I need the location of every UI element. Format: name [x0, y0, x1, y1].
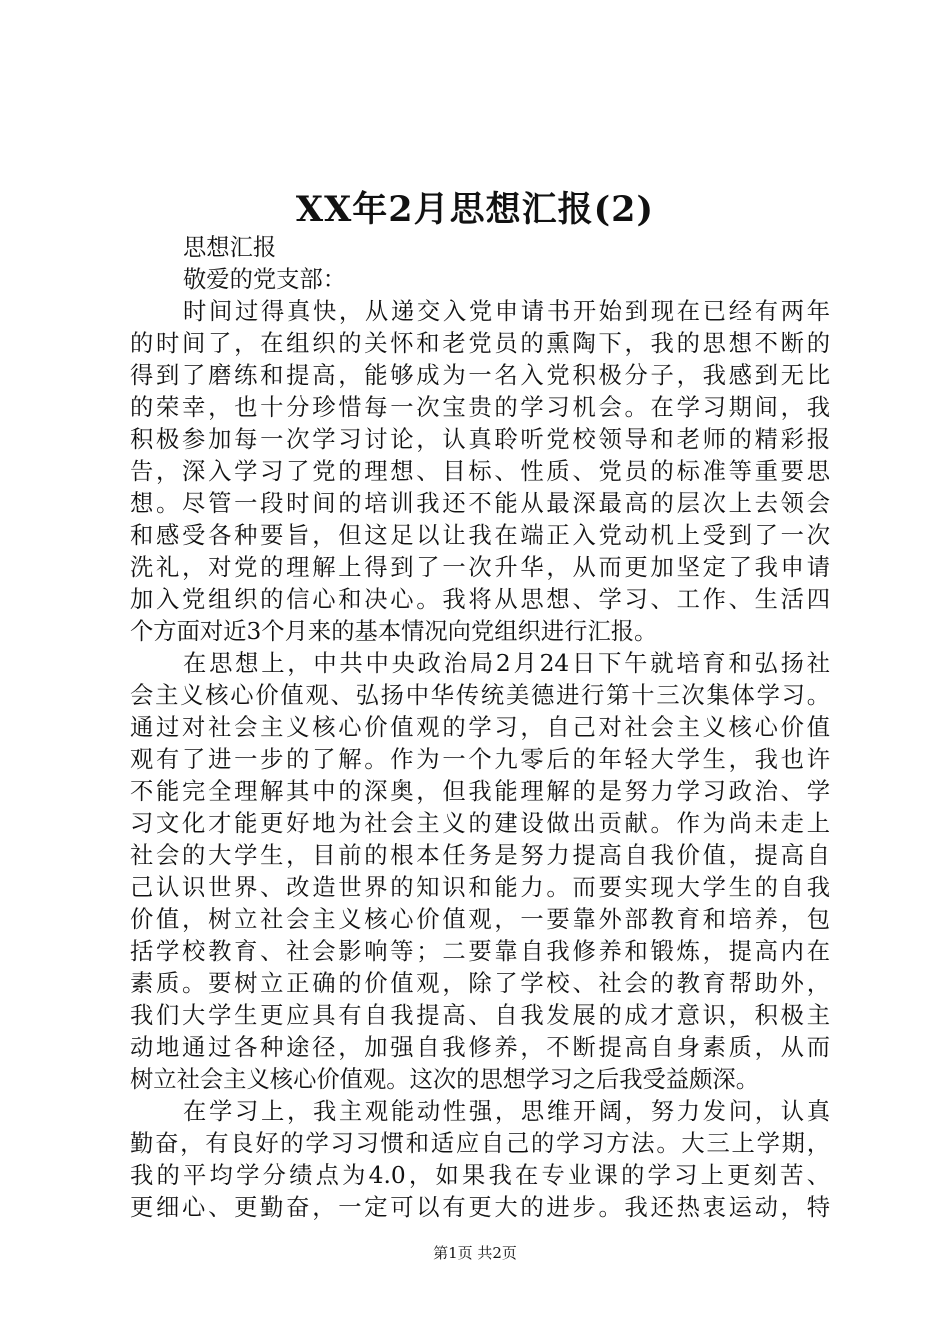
text-line: 积极参加每一次学习讨论，认真聆听党校领导和老师的精彩报	[130, 426, 830, 453]
text-line: 动地通过各种途径，加强自我修养，不断提高自身素质，从而	[130, 1034, 830, 1061]
document-body	[130, 232, 830, 1224]
text-line: 会主义核心价值观、弘扬中华传统美德进行第十三次集体学习。	[130, 682, 830, 709]
text-line: 通过对社会主义核心价值观的学习，自己对社会主义核心价值	[130, 714, 830, 741]
text-line: 括学校教育、社会影响等；二要靠自我修养和锻炼，提高内在	[130, 938, 830, 965]
text-line: 勤奋，有良好的学习习惯和适应自己的学习方法。大三上学期，	[130, 1130, 830, 1157]
page-footer: 第1页 共2页	[433, 1244, 517, 1262]
text-line: 告，深入学习了党的理想、目标、性质、党员的标准等重要思	[130, 458, 830, 485]
text-line: 我们大学生更应具有自我提高、自我发展的成才意识，积极主	[130, 1002, 830, 1029]
text-line: 不能完全理解其中的深奥，但我能理解的是努力学习政治、学	[130, 778, 830, 805]
text-line: 观有了进一步的了解。作为一个九零后的年轻大学生，我也许	[130, 746, 830, 773]
text-line: 己认识世界、改造世界的知识和能力。而要实现大学生的自我	[130, 874, 830, 901]
text-line: 习文化才能更好地为社会主义的建设做出贡献。作为尚未走上	[130, 810, 830, 837]
text-line: 的时间了，在组织的关怀和老党员的熏陶下，我的思想不断的	[130, 330, 830, 357]
document-title: XX年2月思想汇报(2)	[295, 189, 655, 230]
text-line: 洗礼，对党的理解上得到了一次升华，从而更加坚定了我申请	[130, 554, 830, 581]
text-line: 得到了磨练和提高，能够成为一名入党积极分子，我感到无比	[130, 362, 830, 389]
text-line: 敬爱的党支部：	[183, 266, 347, 293]
text-line: 在思想上，中共中央政治局2月24日下午就培育和弘扬社	[183, 650, 830, 677]
text-line: 树立社会主义核心价值观。这次的思想学习之后我受益颇深。	[130, 1066, 760, 1093]
text-line: 价值，树立社会主义核心价值观，一要靠外部教育和培养，包	[130, 906, 830, 933]
text-line: 的荣幸，也十分珍惜每一次宝贵的学习机会。在学习期间，我	[130, 394, 830, 421]
text-line: 和感受各种要旨，但这足以让我在端正入党动机上受到了一次	[130, 522, 830, 549]
text-line: 想。尽管一段时间的培训我还不能从最深最高的层次上去领会	[130, 490, 830, 517]
text-line: 在学习上，我主观能动性强，思维开阔，努力发问，认真	[183, 1098, 830, 1125]
text-line: 我的平均学分绩点为4.0，如果我在专业课的学习上更刻苦、	[130, 1162, 830, 1189]
text-line: 更细心、更勤奋，一定可以有更大的进步。我还热衷运动，特	[130, 1194, 830, 1221]
text-line: 思想汇报	[183, 234, 277, 261]
text-line: 时间过得真快，从递交入党申请书开始到现在已经有两年	[183, 298, 830, 325]
text-line: 加入党组织的信心和决心。我将从思想、学习、工作、生活四	[130, 586, 830, 613]
text-line: 社会的大学生，目前的根本任务是努力提高自我价值，提高自	[130, 842, 830, 869]
text-line: 个方面对近3个月来的基本情况向党组织进行汇报。	[130, 618, 658, 645]
text-line: 素质。要树立正确的价值观，除了学校、社会的教育帮助外，	[130, 970, 830, 997]
